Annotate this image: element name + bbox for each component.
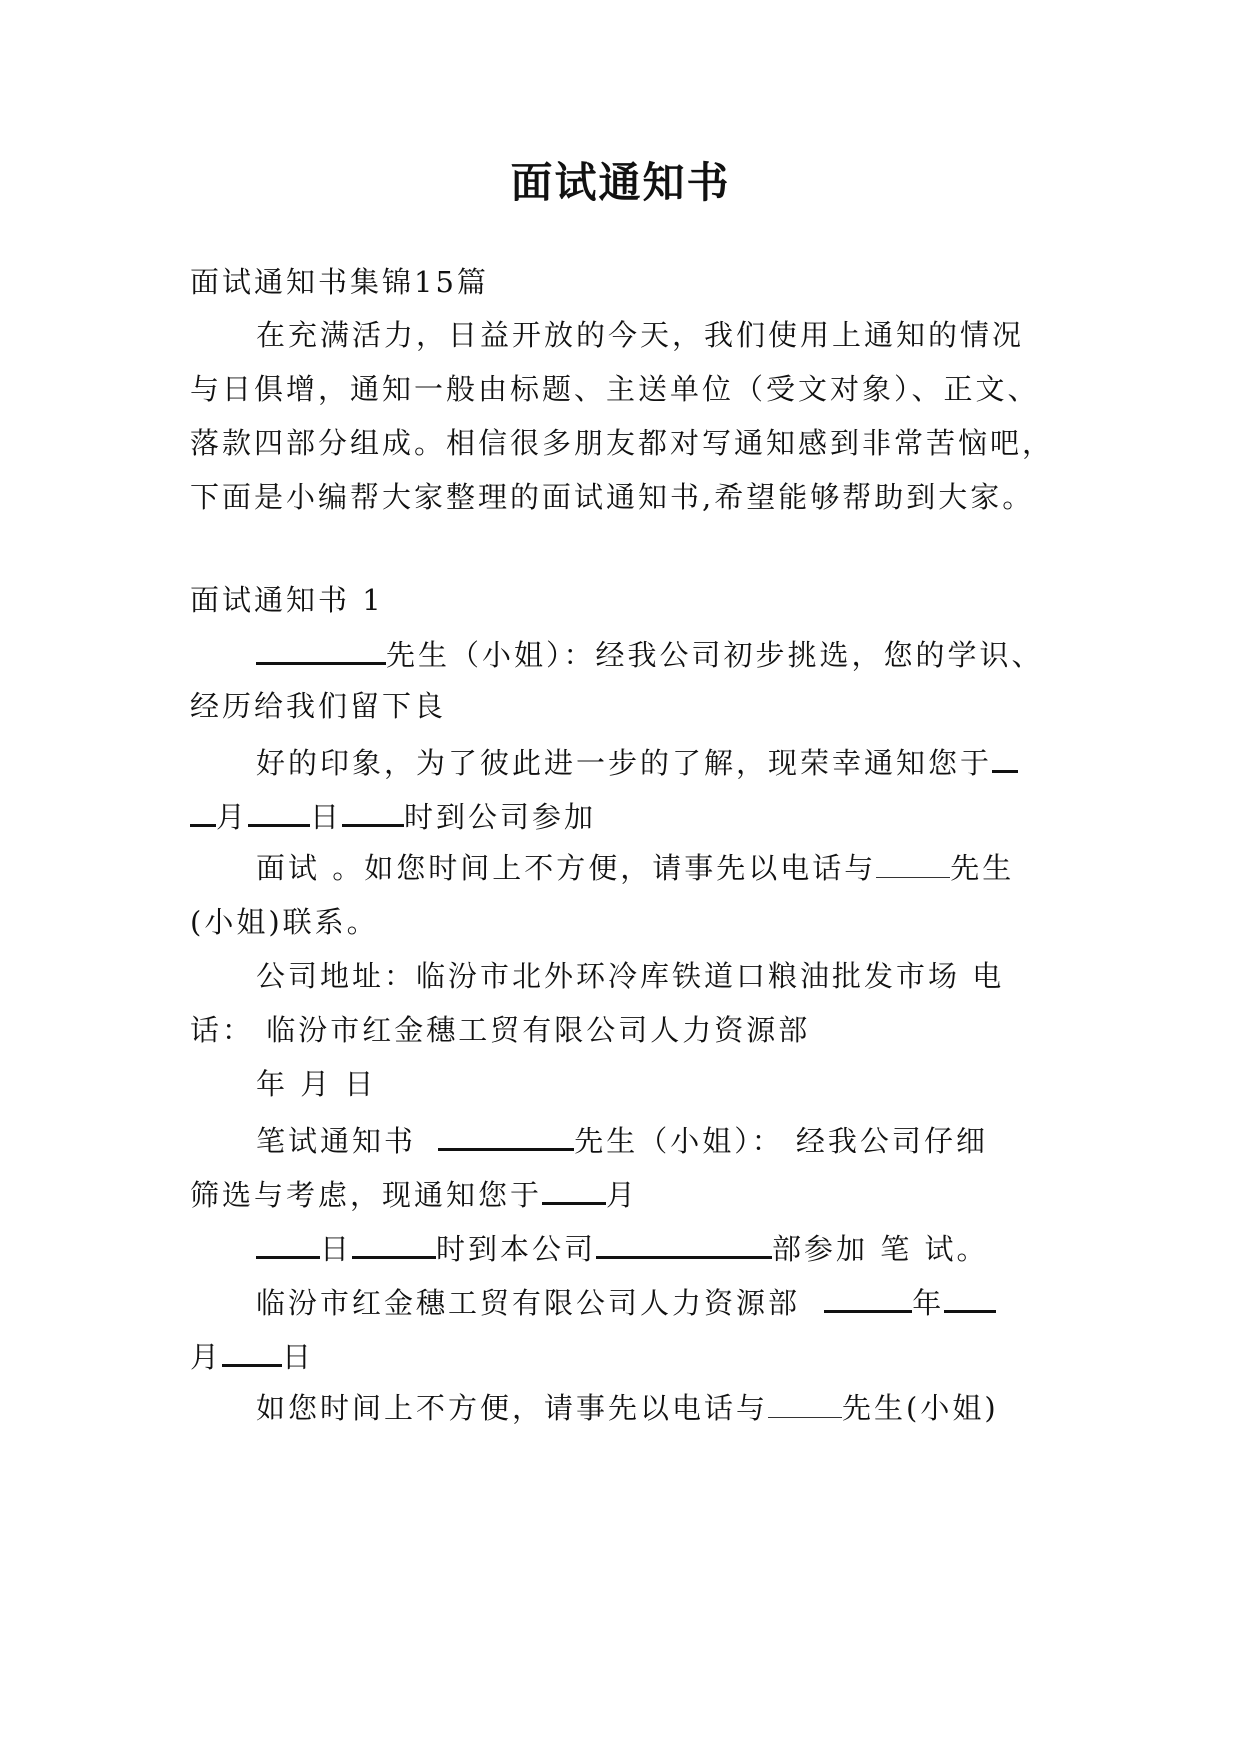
exam-line-1: [256, 1118, 1062, 1161]
letter-text: 先生（小姐）：经我公司初步挑选，您的学识、: [386, 638, 1044, 672]
hour-blank: [342, 794, 404, 827]
date-line: 年 月 日: [256, 1067, 377, 1101]
contact-blank: [768, 1389, 842, 1418]
month-blank-part: [944, 1280, 996, 1313]
letter-text: 先生: [950, 851, 1015, 885]
intro-line-3: 落款四部分组成。相信很多朋友都对写通知感到非常苦恼吧，: [190, 426, 1055, 460]
month-label: 月: [606, 1178, 639, 1212]
document-title: 面试通知书: [510, 158, 731, 207]
letter-text: 先生(小姐): [842, 1391, 999, 1425]
month-blank: [542, 1172, 606, 1205]
name-blank: [438, 1118, 574, 1151]
year-blank: [824, 1280, 912, 1313]
letter-text: 好的印象，为了彼此进一步的了解，现荣幸通知您于: [256, 746, 993, 780]
month-label: 月: [216, 800, 249, 834]
day-blank: [256, 1226, 320, 1259]
company-name: 临汾市红金穗工贸有限公司人力资源部: [256, 1286, 813, 1320]
letter-text: 时到公司参加: [404, 800, 597, 834]
address-line-2: 话： 临汾市红金穗工贸有限公司人力资源部: [190, 1013, 811, 1047]
signature-line-1: [256, 1280, 1062, 1323]
intro-line-2: 与日俱增，通知一般由标题、主送单位（受文对象）、正文、: [190, 372, 1040, 406]
letter-text: 笔试通知书: [256, 1124, 429, 1158]
month-label: 月: [190, 1340, 223, 1374]
contact-blank: [876, 849, 950, 878]
intro-line-4: 下面是小编帮大家整理的面试通知书,希望能够帮助到大家。: [190, 480, 1035, 514]
name-blank: [256, 632, 386, 665]
collection-heading: 面试通知书集锦15篇: [190, 265, 489, 299]
day-blank: [248, 794, 310, 827]
day-blank: [222, 1334, 282, 1367]
letter-text: 如您时间上不方便，请事先以电话与: [256, 1391, 769, 1425]
letter-text: 筛选与考虑，现通知您于: [190, 1178, 543, 1212]
contact-line: [256, 1388, 1062, 1428]
year-label: 年: [912, 1286, 945, 1320]
section-heading: 面试通知书 1: [190, 583, 384, 617]
month-blank-part: [190, 794, 216, 827]
letter-line-1: [256, 632, 1062, 675]
department-blank: [596, 1226, 772, 1259]
letter-line-3: [256, 740, 1062, 783]
day-label: 日: [282, 1340, 315, 1374]
letter-line-5: [256, 848, 1062, 888]
letter-text: 面试 。如您时间上不方便，请事先以电话与: [256, 851, 877, 885]
letter-line-2: 经历给我们留下良: [190, 689, 447, 723]
day-label: 日: [310, 800, 343, 834]
exam-line-2: [190, 1172, 1060, 1215]
address-line-1: 公司地址：临汾市北外环冷库铁道口粮油批发市场 电: [256, 959, 1005, 993]
month-blank-part: [992, 740, 1018, 773]
intro-line-1: 在充满活力，日益开放的今天，我们使用上通知的情况: [256, 318, 1025, 352]
letter-text: 时到本公司: [436, 1232, 597, 1266]
hour-blank: [352, 1226, 436, 1259]
exam-line-3: [256, 1226, 1062, 1269]
letter-text: 先生（小姐）： 经我公司仔细: [574, 1124, 988, 1158]
day-label: 日: [320, 1232, 353, 1266]
letter-line-4: [190, 794, 1060, 837]
signature-line-2: [190, 1334, 1060, 1377]
letter-text: 部参加 笔 试。: [772, 1232, 989, 1266]
letter-line-6: (小姐)联系。: [190, 905, 379, 939]
